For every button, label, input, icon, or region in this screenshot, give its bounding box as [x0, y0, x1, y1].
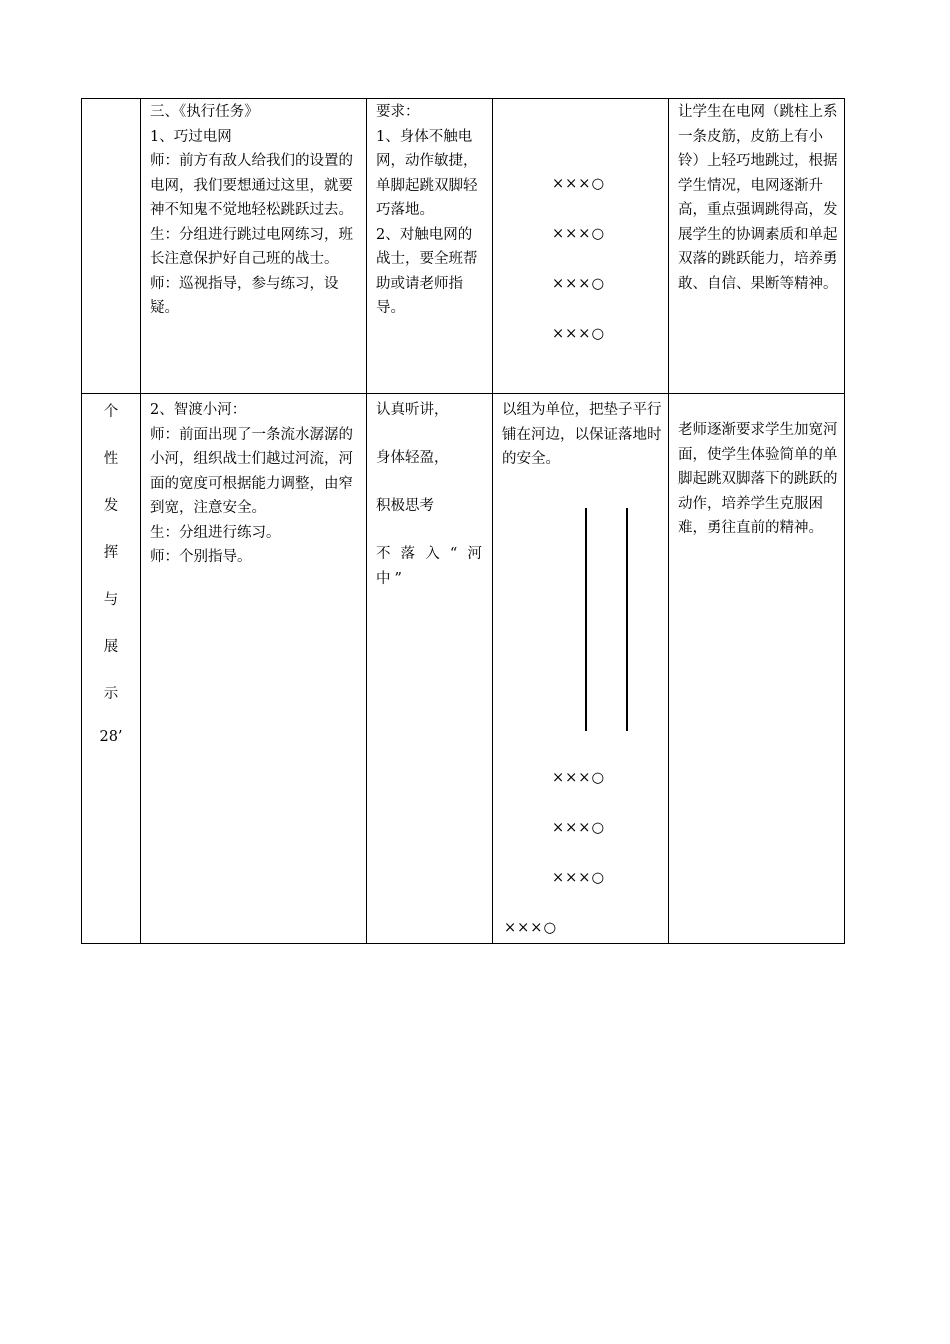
col-divider-2	[366, 98, 367, 944]
table-border-right	[844, 98, 845, 944]
formation-line: ×××○	[552, 770, 606, 786]
intent-paragraph: 让学生在电网（跳柱上系一条皮筋，皮筋上有小铃）上轻巧地跳过，根据学生情况，电网逐渐升高，重点强调跳得高，发展学生的协调素质和单起双落的跳跃能力，培养勇敢、自信、果断等精神。	[678, 104, 838, 292]
formation-line: ×××○	[504, 920, 558, 936]
intent-paragraph: 老师逐渐要求学生加宽河面，使学生体验简单的单脚起跳双脚落下的跳跃的动作，培养学生克服困难，勇往直前的精神。	[678, 422, 838, 536]
row2-content-cell	[150, 398, 362, 570]
section-label-char: 发	[103, 498, 119, 514]
formation-line: ×××○	[552, 276, 606, 292]
content-paragraph: 师：个别指导。	[150, 549, 252, 565]
section-label-char: 与	[103, 592, 119, 608]
section-label-char: 性	[103, 451, 119, 467]
requirement-line: 认真听讲，	[376, 402, 449, 418]
table-border-left	[81, 98, 82, 944]
requirement-paragraph: 1、身体不触电网，动作敏捷，单脚起跳双脚轻巧落地。	[376, 128, 478, 218]
row1-intent-cell	[678, 100, 840, 296]
section-label-char: 挥	[103, 545, 119, 561]
requirement-line: 积极思考	[376, 498, 434, 514]
formation-line: ×××○	[552, 870, 606, 886]
organization-paragraph: 以组为单位，把垫子平行铺在河边，以保证落地时的安全。	[502, 402, 662, 467]
col-divider-4	[668, 98, 669, 944]
table-border-bottom	[81, 943, 845, 944]
formation-line: ×××○	[552, 226, 606, 242]
content-paragraph: 1、巧过电网	[150, 128, 232, 145]
content-paragraph: 三、《执行任务》	[150, 104, 259, 120]
row-divider	[81, 393, 845, 394]
content-paragraph: 师：巡视指导，参与练习，设疑。	[150, 275, 339, 316]
section-label-char: 示	[103, 686, 119, 702]
formation-line: ×××○	[552, 326, 606, 342]
requirement-paragraph: 要求：	[376, 104, 420, 120]
river-bank-left	[585, 508, 587, 731]
row2-intent-cell	[678, 418, 840, 541]
section-label-char: 个	[103, 404, 119, 420]
requirement-line: 不落入“河中”	[376, 546, 486, 587]
content-paragraph: 生：分组进行练习。	[150, 524, 281, 541]
formation-line: ×××○	[552, 820, 606, 836]
col-divider-3	[492, 98, 493, 944]
row1-requirements-cell	[376, 100, 486, 321]
row1-content-cell	[150, 100, 362, 321]
requirement-line: 身体轻盈，	[376, 450, 449, 466]
row2-organization-cell	[502, 398, 664, 472]
content-paragraph: 师：前方有敌人给我们的设置的电网，我们要想通过这里，就要神不知鬼不觉地轻松跳跃过去。	[150, 153, 353, 218]
requirement-paragraph: 2、对触电网的战士，要全班帮助或请老师指导。	[376, 226, 478, 316]
formation-line: ×××○	[552, 176, 606, 192]
section-label-time: 28’	[99, 729, 123, 745]
river-bank-right	[626, 508, 628, 731]
col-divider-1	[140, 98, 141, 944]
section-label-char: 展	[103, 639, 119, 655]
content-paragraph: 2、智渡小河：	[150, 402, 247, 418]
content-paragraph: 师：前面出现了一条流水潺潺的小河，组织战士们越过河流，河面的宽度可根据能力调整，由窄到宽，注意安全。	[150, 426, 353, 516]
content-paragraph: 生：分组进行跳过电网练习，班长注意保护好自己班的战士。	[150, 226, 353, 267]
table-border-top	[81, 98, 845, 99]
